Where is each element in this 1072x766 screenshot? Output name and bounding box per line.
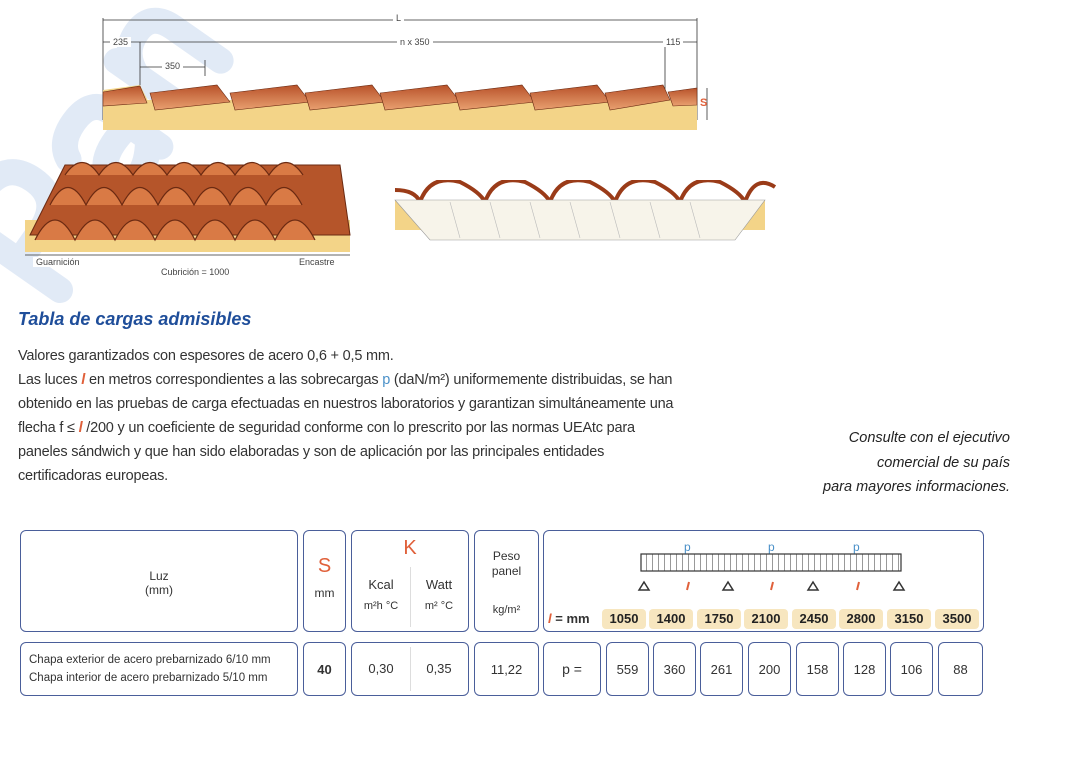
load-value: 360	[653, 642, 696, 696]
header-span-diagram	[543, 530, 984, 632]
l-symbol: l	[81, 372, 86, 388]
para-line	[18, 416, 758, 440]
text: Las luces	[18, 372, 82, 388]
peso-label: Peso	[492, 549, 521, 563]
dim-right: 115	[663, 37, 683, 47]
l-symbol: l	[548, 611, 552, 626]
dim-total-length: L	[393, 13, 404, 23]
span-value: 2800	[839, 609, 883, 629]
para-line: certificadoras europeas.	[18, 468, 168, 484]
p-mark: p	[853, 540, 860, 554]
span-value: 1050	[602, 609, 646, 629]
watt-col	[410, 577, 468, 612]
load-value: 200	[748, 642, 791, 696]
peso-unit: kg/m²	[492, 604, 521, 616]
contact-note	[760, 426, 1010, 500]
desc-line: Chapa exterior de acero prebarnizado 6/10 mm	[29, 654, 271, 666]
section-title: Tabla de cargas admisibles	[18, 309, 252, 329]
header-luz	[20, 530, 298, 632]
s-unit: mm	[314, 586, 335, 600]
label-cubricion: Cubrición = 1000	[158, 267, 232, 277]
panel-section-illustration	[390, 180, 790, 250]
load-value: 158	[796, 642, 839, 696]
peso-label-2: panel	[491, 564, 522, 578]
row-p-label: p =	[543, 642, 601, 696]
para-line: obtenido en las pruebas de carga efectuadas en nuestros laboratorios y garantizan simultáneamente una	[18, 396, 674, 412]
load-value: 106	[890, 642, 933, 696]
watt-value: 0,35	[426, 661, 452, 676]
span-value: 1750	[697, 609, 741, 629]
header-k	[351, 530, 469, 632]
p-mark: p	[684, 540, 691, 554]
row-weight: 11,22	[474, 642, 539, 696]
span-value: 2450	[792, 609, 836, 629]
p-symbol: p	[382, 372, 391, 388]
dim-thickness: S	[700, 97, 708, 109]
span-value: 2100	[744, 609, 788, 629]
kcal-unit: m²h °C	[363, 600, 399, 612]
s-label: S	[317, 555, 332, 577]
text: (daN/m²) uniformemente distribuidas, se han	[390, 372, 673, 388]
l-unit: = mm	[555, 611, 590, 626]
span-value: 1400	[649, 609, 693, 629]
para-line	[18, 368, 758, 392]
panel-profile-diagram	[95, 10, 720, 130]
load-beam-diagram	[544, 531, 984, 606]
load-value: 88	[938, 642, 983, 696]
para-line: paneles sándwich y que han sido elaboradas y son de aplicación por las principales entidades	[18, 444, 605, 460]
span-label	[548, 611, 590, 626]
p-mark: p	[768, 540, 775, 554]
dim-middle: n x 350	[397, 37, 433, 47]
watt-label: Watt	[425, 577, 453, 592]
row-description	[20, 642, 298, 696]
load-value: 261	[700, 642, 743, 696]
header-s	[303, 530, 346, 632]
k-label: K	[403, 537, 417, 559]
note-line: Consulte con el ejecutivo	[848, 430, 1010, 446]
text: /200 y un coeficiente de seguridad conforme con lo prescrito por las normas UEAtc para	[82, 420, 635, 436]
text: flecha f ≤	[18, 420, 79, 436]
label-guarnicion: Guarnición	[33, 257, 83, 267]
load-value: 128	[843, 642, 886, 696]
header-peso	[474, 530, 539, 632]
watt-unit: m² °C	[424, 600, 454, 612]
kcal-label: Kcal	[368, 577, 394, 592]
description-paragraph	[18, 344, 758, 488]
desc-line: Chapa interior de acero prebarnizado 5/10 mm	[29, 672, 268, 684]
panel-3d-illustration	[20, 155, 360, 265]
kcal-value: 0,30	[368, 661, 394, 676]
note-line: para mayores informaciones.	[823, 479, 1010, 495]
row-thickness: 40	[303, 642, 346, 696]
text: en metros correspondientes a las sobrecargas	[85, 372, 383, 388]
luz-unit: (mm)	[145, 583, 173, 597]
label-encastre: Encastre	[296, 257, 338, 267]
span-value: 3500	[935, 609, 979, 629]
note-line: comercial de su país	[877, 454, 1010, 471]
para-line: Valores garantizados con espesores de acero 0,6 + 0,5 mm.	[18, 348, 394, 364]
dim-left: 235	[110, 37, 131, 47]
load-value: 559	[606, 642, 649, 696]
span-value: 3150	[887, 609, 931, 629]
l-symbol: l	[78, 420, 83, 436]
luz-label: Luz	[149, 569, 169, 583]
kcal-col	[352, 577, 410, 612]
row-k	[351, 642, 469, 696]
dim-pitch: 350	[162, 61, 183, 71]
